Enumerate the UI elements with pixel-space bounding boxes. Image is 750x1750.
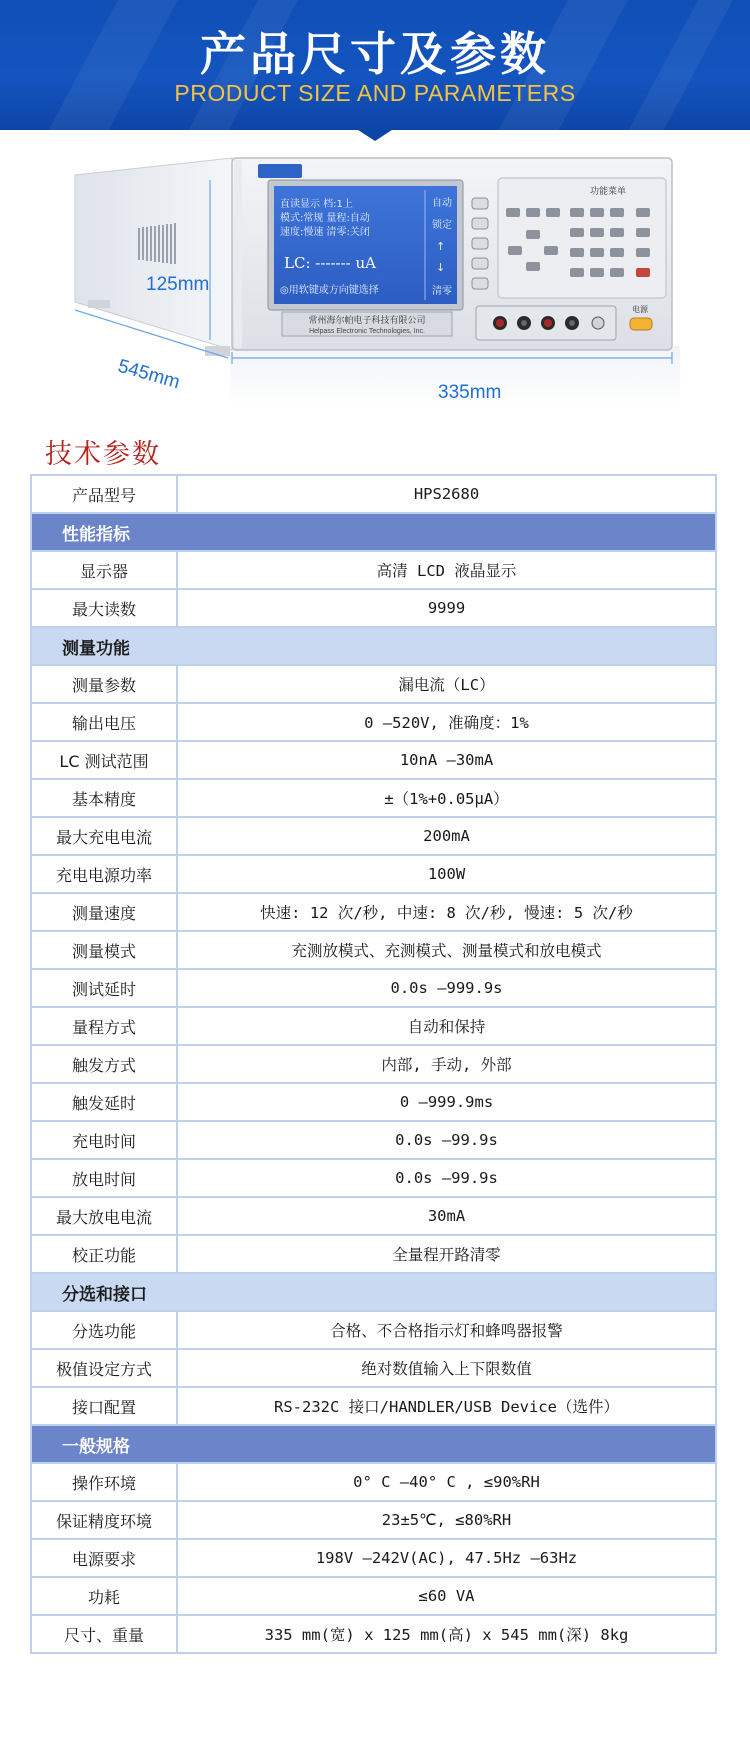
param-value-cell: 9999 — [177, 589, 716, 627]
param-value-cell: HPS2680 — [177, 475, 716, 513]
param-name-cell: 基本精度 — [31, 779, 177, 817]
table-row — [31, 1577, 716, 1615]
table-row — [31, 817, 716, 855]
dim-depth-label: 545mm — [115, 355, 183, 394]
svg-text:电源: 电源 — [632, 305, 648, 314]
param-name-cell: 产品型号 — [31, 475, 177, 513]
table-row — [31, 1083, 716, 1121]
param-name-cell: 最大读数 — [31, 589, 177, 627]
param-name-cell: 最大放电电流 — [31, 1197, 177, 1235]
param-name-cell: 极值设定方式 — [31, 1349, 177, 1387]
param-value-cell: 全量程开路清零 — [177, 1235, 716, 1273]
table-row — [31, 1045, 716, 1083]
header-banner — [0, 0, 750, 130]
param-name-cell: 保证精度环境 — [31, 1501, 177, 1539]
param-name-cell: 量程方式 — [31, 1007, 177, 1045]
param-name-cell: 测量速度 — [31, 893, 177, 931]
section-header-row — [31, 627, 716, 665]
param-name-cell: 测量参数 — [31, 665, 177, 703]
table-row — [31, 779, 716, 817]
param-value-cell: 合格、不合格指示灯和蜂鸣器报警 — [177, 1311, 716, 1349]
table-row — [31, 931, 716, 969]
param-name-cell: 分选功能 — [31, 1311, 177, 1349]
param-name-cell: 触发方式 — [31, 1045, 177, 1083]
table-row — [31, 741, 716, 779]
param-value-cell: 0 —999.9ms — [177, 1083, 716, 1121]
param-name-cell: 充电电源功率 — [31, 855, 177, 893]
param-value-cell: RS-232C 接口/HANDLER/USB Device（选件） — [177, 1387, 716, 1425]
param-name-cell: 最大充电电流 — [31, 817, 177, 855]
param-value-cell: 10nA —30mA — [177, 741, 716, 779]
table-row — [31, 1615, 716, 1653]
param-value-cell: ≤60 VA — [177, 1577, 716, 1615]
param-value-cell: 335 mm(宽) x 125 mm(高) x 545 mm(深) 8kg — [177, 1615, 716, 1653]
param-value-cell: ±（1%+0.05μA） — [177, 779, 716, 817]
svg-text:锁定: 锁定 — [432, 220, 452, 231]
section-header-label: 分选和接口 — [31, 1273, 716, 1311]
param-value-cell: 充测放模式、充测模式、测量模式和放电模式 — [177, 931, 716, 969]
banner-notch — [355, 128, 395, 141]
table-row — [31, 893, 716, 931]
section-header-label: 测量功能 — [31, 627, 716, 665]
section-title: 技术参数 — [45, 439, 161, 470]
param-name-cell: 测量模式 — [31, 931, 177, 969]
param-value-cell: 0.0s —99.9s — [177, 1159, 716, 1197]
lcd-line-3: 速度:慢速 清零:关闭 — [280, 227, 370, 238]
section-header-label: 一般规格 — [31, 1425, 716, 1463]
table-row — [31, 703, 716, 741]
param-value-cell: 200mA — [177, 817, 716, 855]
param-value-cell: 100W — [177, 855, 716, 893]
svg-text:自动: 自动 — [432, 198, 452, 209]
spec-table — [30, 474, 717, 1654]
param-value-cell: 绝对数值输入上下限数值 — [177, 1349, 716, 1387]
param-value-cell: 198V —242V(AC), 47.5Hz —63Hz — [177, 1539, 716, 1577]
param-value-cell: 漏电流（LC） — [177, 665, 716, 703]
param-name-cell: 测试延时 — [31, 969, 177, 1007]
param-value-cell: 0° C —40° C , ≤90%RH — [177, 1463, 716, 1501]
table-row — [31, 1235, 716, 1273]
device-drawing — [0, 150, 750, 420]
param-name-cell: 电源要求 — [31, 1539, 177, 1577]
param-value-cell: 30mA — [177, 1197, 716, 1235]
section-header-label: 性能指标 — [31, 513, 716, 551]
param-name-cell: 功耗 — [31, 1577, 177, 1615]
param-value-cell: 0.0s —99.9s — [177, 1121, 716, 1159]
table-row — [31, 551, 716, 589]
table-row — [31, 1349, 716, 1387]
param-value-cell: 高清 LCD 液晶显示 — [177, 551, 716, 589]
svg-text:Helpass Electronic Technologie: Helpass Electronic Technologies, Inc. — [309, 328, 425, 335]
lcd-line-1: 直读显示 档:1上 — [280, 199, 353, 210]
param-name-cell: 放电时间 — [31, 1159, 177, 1197]
param-value-cell: 0.0s —999.9s — [177, 969, 716, 1007]
table-row — [31, 1387, 716, 1425]
dim-height-label: 125mm — [146, 274, 210, 295]
lcd-line-2: 模式:常规 量程:自动 — [280, 213, 370, 224]
section-header-row — [31, 1273, 716, 1311]
table-row — [31, 475, 716, 513]
dim-width-label: 335mm — [438, 382, 502, 403]
svg-text:常州海尔帕电子科技有限公司: 常州海尔帕电子科技有限公司 — [308, 316, 426, 326]
param-value-cell: 自动和保持 — [177, 1007, 716, 1045]
param-name-cell: LC 测试范围 — [31, 741, 177, 779]
param-name-cell: 校正功能 — [31, 1235, 177, 1273]
svg-text:↓: ↓ — [436, 261, 446, 274]
banner-title: 产品尺寸及参数 — [200, 27, 550, 81]
param-name-cell: 输出电压 — [31, 703, 177, 741]
param-name-cell: 显示器 — [31, 551, 177, 589]
param-value-cell: 快速: 12 次/秒, 中速: 8 次/秒, 慢速: 5 次/秒 — [177, 893, 716, 931]
table-row — [31, 665, 716, 703]
table-row — [31, 1311, 716, 1349]
table-row — [31, 1463, 716, 1501]
param-name-cell: 接口配置 — [31, 1387, 177, 1425]
svg-text:↑: ↑ — [436, 240, 446, 253]
param-value-cell: 23±5℃, ≤80%RH — [177, 1501, 716, 1539]
table-row — [31, 969, 716, 1007]
lcd-hint: ◎用软键或方向键选择 — [280, 285, 379, 296]
table-row — [31, 1007, 716, 1045]
section-header-row — [31, 513, 716, 551]
table-row — [31, 1197, 716, 1235]
table-row — [31, 1121, 716, 1159]
product-image — [0, 150, 750, 420]
table-row — [31, 855, 716, 893]
param-value-cell: 内部, 手动, 外部 — [177, 1045, 716, 1083]
param-name-cell: 充电时间 — [31, 1121, 177, 1159]
lcd-reading: LC: ------- uA — [284, 254, 376, 272]
table-row — [31, 1159, 716, 1197]
param-name-cell: 触发延时 — [31, 1083, 177, 1121]
table-row — [31, 589, 716, 627]
param-name-cell: 尺寸、重量 — [31, 1615, 177, 1653]
table-row — [31, 1539, 716, 1577]
param-value-cell: 0 —520V, 准确度：1% — [177, 703, 716, 741]
svg-text:功能菜单: 功能菜单 — [590, 187, 627, 197]
param-name-cell: 操作环境 — [31, 1463, 177, 1501]
table-row — [31, 1501, 716, 1539]
section-header-row — [31, 1425, 716, 1463]
banner-subtitle: PRODUCT SIZE AND PARAMETERS — [174, 80, 576, 106]
svg-text:清零: 清零 — [432, 286, 452, 297]
